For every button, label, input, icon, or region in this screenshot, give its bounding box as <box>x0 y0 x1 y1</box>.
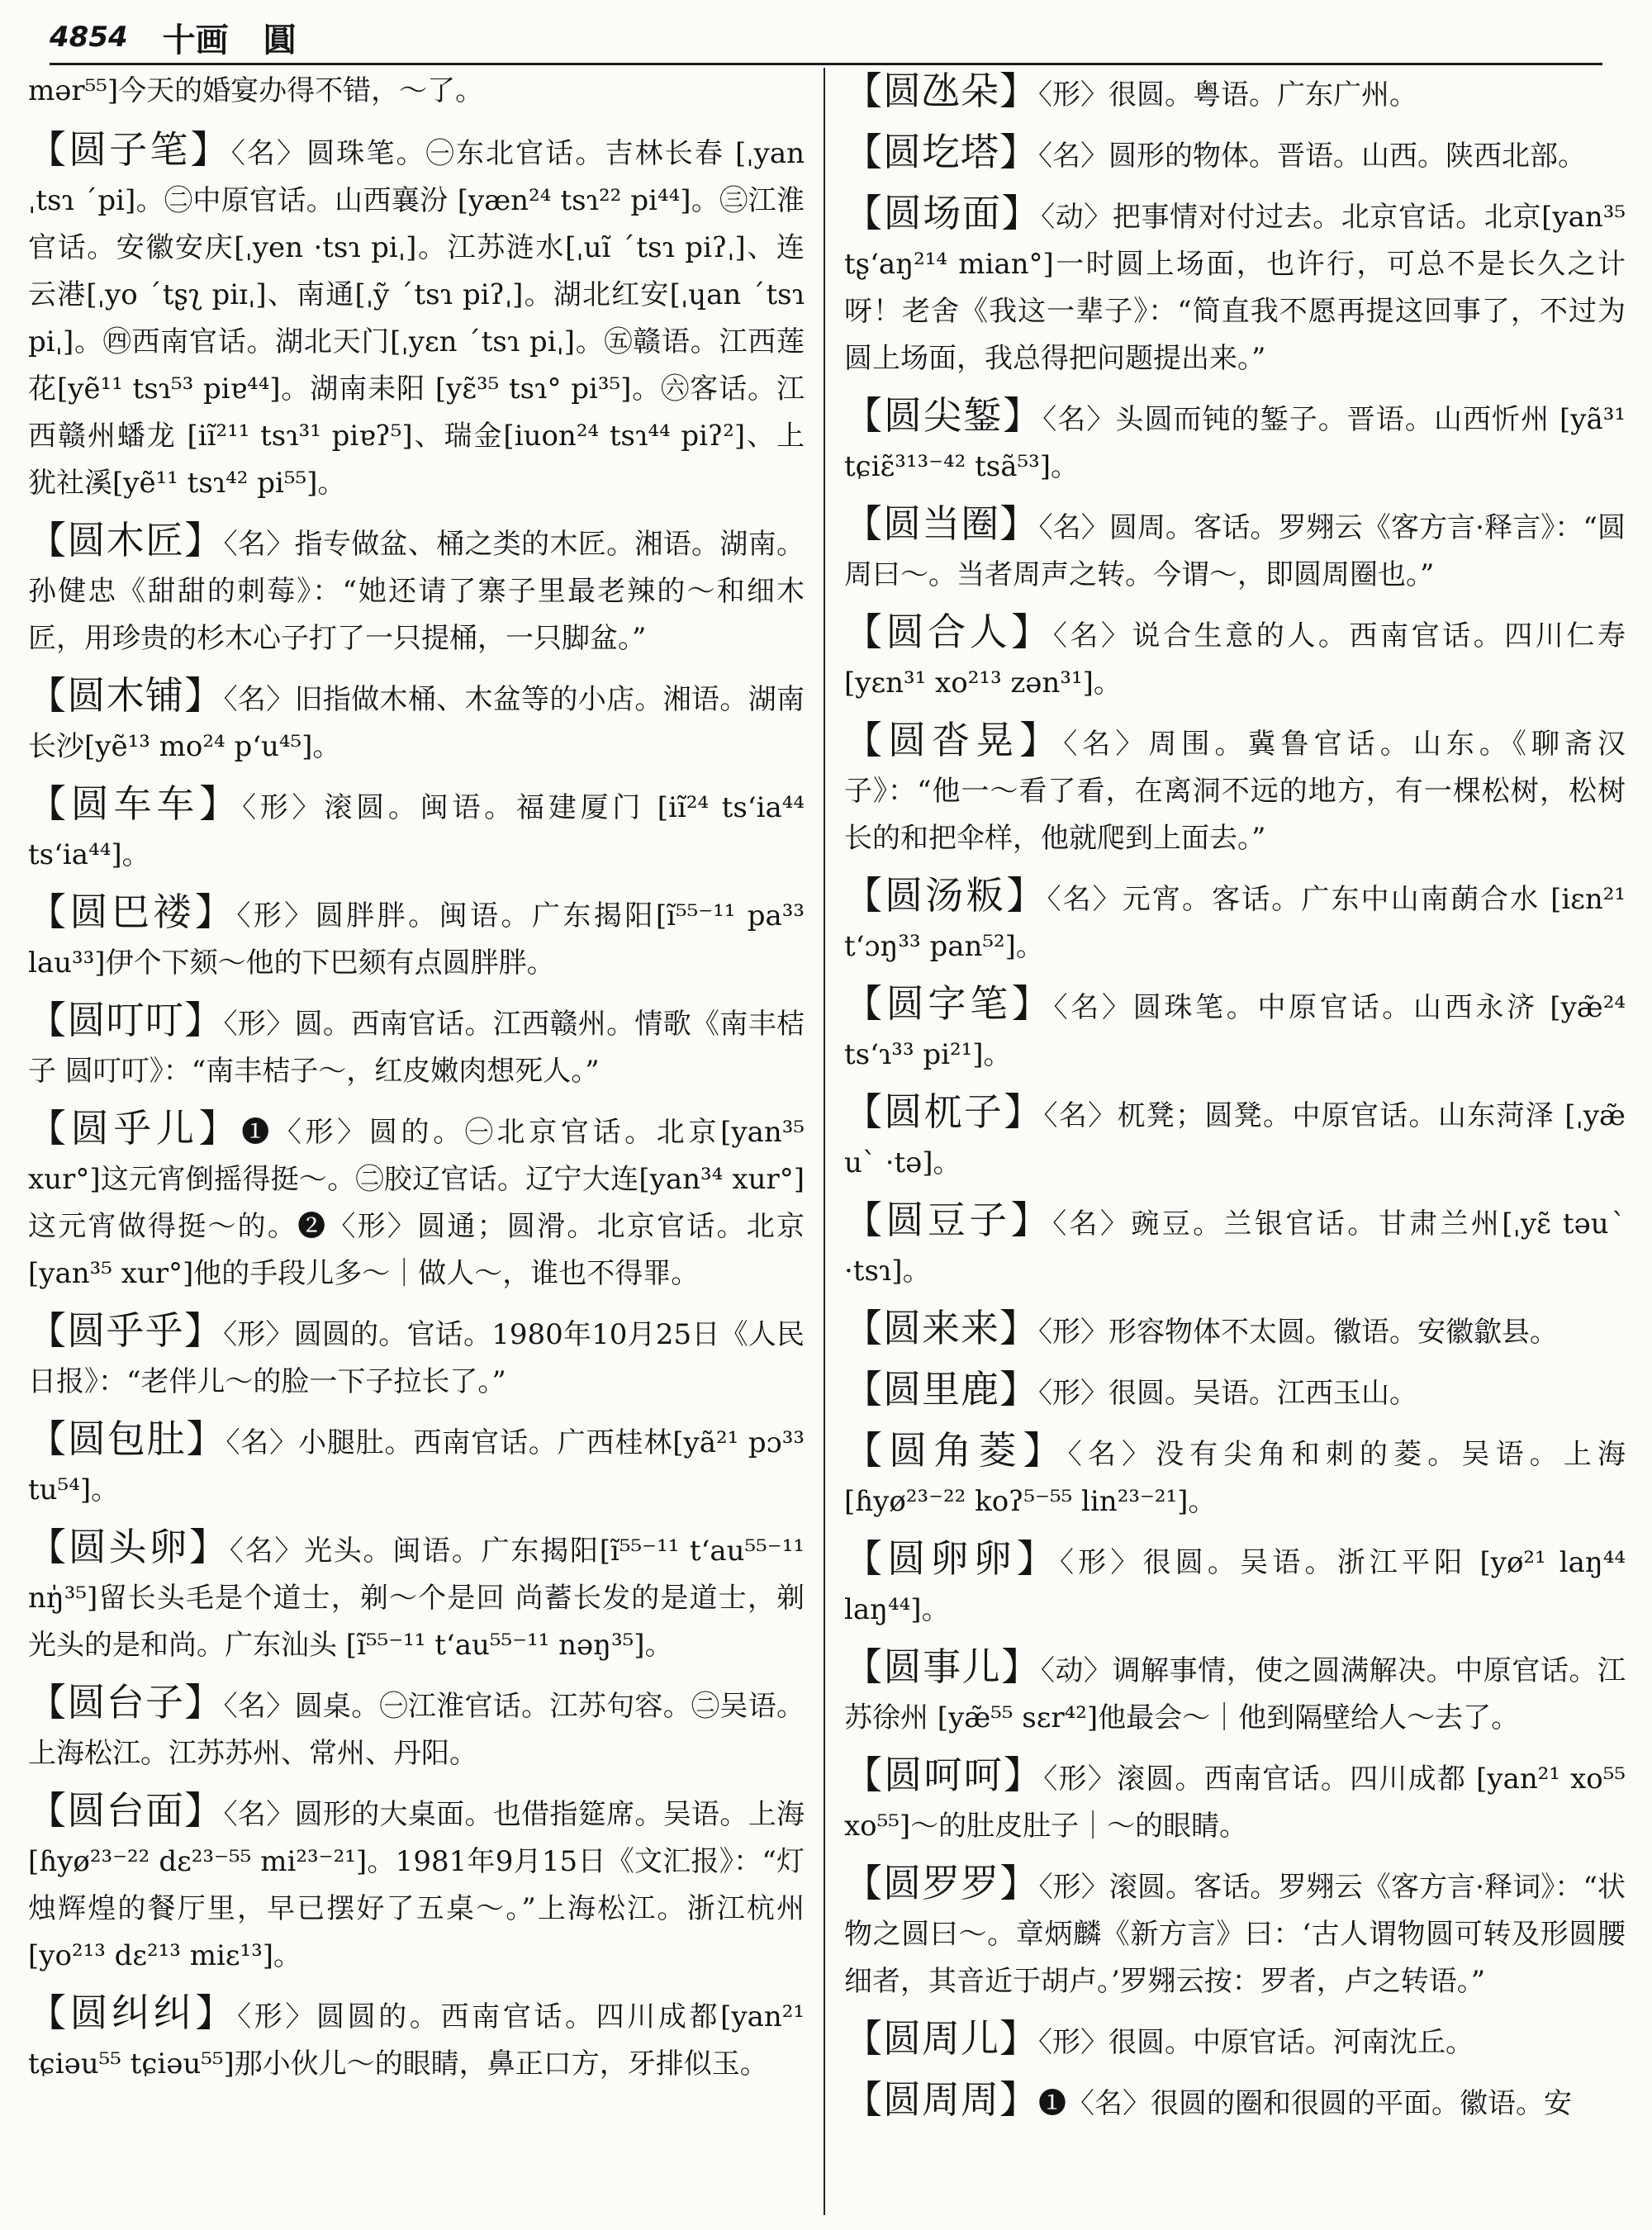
entry-headword: 【圆场面】 <box>844 191 1042 235</box>
header-character: 圓 <box>263 20 297 59</box>
entry-definition: 〈形〉圆圆的。西南官话。四川成都[yan²¹ tɕiəu⁵⁵ tɕiəu⁵⁵]那小伙儿～的眼睛，鼻正口方，牙排似玉。 <box>28 2000 805 2081</box>
entry-headword: 【圆包肚】 <box>28 1416 226 1461</box>
dictionary-entry <box>28 1990 805 2088</box>
section-label: 十画 <box>162 20 229 59</box>
entry-headword: 【圆来来】 <box>844 1306 1038 1350</box>
entry-headword: 【圆里鹿】 <box>844 1367 1038 1412</box>
dictionary-entry <box>844 980 1626 1079</box>
entry-headword: 【圆车车】 <box>28 781 242 826</box>
entry-definition: 〈名〉圆珠笔。中原官话。山西永济 [yæ̃²⁴ tsʻɿ³³ pi²¹]。 <box>844 991 1626 1071</box>
dictionary-entry <box>844 872 1626 970</box>
entry-headword: 【圆事儿】 <box>844 1644 1041 1689</box>
dictionary-entry <box>844 717 1626 862</box>
dictionary-entry <box>28 1524 805 1669</box>
entry-definition: 〈名〉豌豆。兰银官话。甘肃兰州[ˌyɛ̃ təuˋ ·tsɿ]。 <box>844 1208 1626 1288</box>
entry-definition: 〈名〉元宵。客话。广东中山南蓢合水 [iɛn²¹ tʻɔŋ³³ pan⁵²]。 <box>844 883 1626 963</box>
entry-definition: 〈动〉调解事情，使之圆满解决。中原官话。江苏徐州 [yæ̃⁵⁵ sɛr⁴²]他最会～｜他到隔壁给人～去了。 <box>844 1654 1626 1734</box>
entry-headword: 【圆罗罗】 <box>844 1861 1039 1905</box>
entry-headword: 【圆字笔】 <box>844 981 1054 1026</box>
entry-definition: ❶〈名〉很圆的圈和很圆的平面。徽语。安 <box>1038 2087 1572 2120</box>
dictionary-entry <box>28 68 805 115</box>
entry-definition: 〈名〉头圆而钝的錾子。晋语。山西忻州 [yã³¹ tɕiɛ̃³¹³⁻⁴² tsã⁵³]。 <box>844 403 1626 483</box>
entry-headword: 【圆头卵】 <box>28 1525 230 1569</box>
entry-definition: ❶〈形〉圆的。㊀北京官话。北京[yan³⁵ xur°]这元宵倒摇得挺～。㊁胶辽官话。辽宁大连[yan³⁴ xur°]这元宵做得挺～的。❷〈形〉圆通；圆滑。北京官话。北京[yan³⁵ xur°]他的手段儿多～｜做人～，谁也不得罪。 <box>28 1116 805 1290</box>
dictionary-entry <box>844 1427 1626 1525</box>
dictionary-entry <box>28 780 805 879</box>
entry-headword: 【圆豆子】 <box>844 1198 1053 1242</box>
entry-definition: 〈动〉把事情对付过去。北京官话。北京[yan³⁵ tʂʻaŋ²¹⁴ mian°]一时圆上场面，也许行，可总不是长久之计呀！老舍《我这一辈子》：“简直我不愿再提这回事了，不过为圆上场面，我总得把问题提出来。” <box>844 201 1626 375</box>
entry-definition: 〈名〉没有尖角和刺的菱。吴语。上海 [ɦyø²³⁻²² koʔ⁵⁻⁵⁵ lin²³⁻²¹]。 <box>844 1438 1626 1518</box>
entry-headword: 【圆台子】 <box>28 1680 224 1725</box>
dictionary-entry <box>844 68 1626 119</box>
entry-definition: 〈形〉很圆。中原官话。河南沈丘。 <box>1038 2026 1474 2059</box>
dictionary-entry <box>28 1307 805 1406</box>
dictionary-entry <box>844 1644 1626 1742</box>
entry-headword: 【圆巴褛】 <box>28 890 237 934</box>
entry-headword: 【圆杌子】 <box>844 1089 1044 1134</box>
entry-headword: 【圆尖錾】 <box>844 393 1043 438</box>
entry-definition: mər⁵⁵]今天的婚宴办得不错，～了。 <box>28 74 484 107</box>
dictionary-entry <box>844 1752 1626 1850</box>
column-divider <box>824 68 825 2215</box>
left-column <box>28 68 805 2207</box>
entry-headword: 【圆当圈】 <box>844 501 1039 546</box>
entry-definition: 〈形〉形容物体不太圆。徽语。安徽歙县。 <box>1038 1316 1558 1349</box>
entry-headword: 【圆乎乎】 <box>28 1308 224 1353</box>
entry-headword: 【圆周儿】 <box>844 2016 1038 2061</box>
entry-headword: 【圆周周】 <box>844 2077 1038 2122</box>
entry-definition: 〈形〉很圆。吴语。浙江平阳 [yø²¹ laŋ⁴⁴ laŋ⁴⁴]。 <box>844 1546 1626 1626</box>
dictionary-entry <box>844 1197 1626 1295</box>
entry-definition: 〈名〉圆形的物体。晋语。山西。陕西北部。 <box>1038 140 1586 173</box>
dictionary-entry <box>844 1535 1626 1634</box>
entry-definition: 〈名〉说合生意的人。西南官话。四川仁寿 [yɛn³¹ xo²¹³ zən³¹]。 <box>844 619 1626 700</box>
entry-definition: 〈形〉圆圆的。官话。1980年10月25日《人民日报》：“老伴儿～的脸一下子拉长了。” <box>28 1318 805 1398</box>
entry-headword: 【圆乎儿】 <box>28 1106 242 1151</box>
entry-definition: 〈名〉杌凳；圆凳。中原官话。山东菏泽 [ˌyæ̃ uˋ ·tə]。 <box>844 1099 1626 1179</box>
right-column <box>844 68 1626 2207</box>
entry-headword: 【圆木匠】 <box>28 518 224 562</box>
entry-definition: 〈名〉圆珠笔。㊀东北官话。吉林长春 [ˌyan ˌtsɿ ˊpi]。㊁中原官话。山西襄汾 [yæn²⁴ tsɿ²² pi⁴⁴]。㊂江淮官话。安徽安庆[ˌyen ·tsɿ piˌ]。江苏涟水[ˌuĩ ˊtsɿ piʔˌ]、连云港[ˌyo ˊtʂʅ piɪˌ]、南通[ˌỹ ˊtsɿ piʔˌ]。湖北红安[ˌɥan ˊtsɿ piˌ]。㊃西南官话。湖北天门[ˌyɛn ˊtsɿ piˌ]。㊄赣语。江西莲花[yẽ¹¹ tsɿ⁵³ piɐ⁴⁴]。湖南耒阳 [yɛ̃³⁵ tsɿ° pi³⁵]。㊅客话。江西赣州蟠龙 [iĩ²¹¹ tsɿ³¹ piɐʔ⁵]、瑞金[iuon²⁴ tsɿ⁴⁴ piʔ²]、上犹社溪[yẽ¹¹ tsɿ⁴² pi⁵⁵]。 <box>28 137 805 500</box>
entry-headword: 【圆汤粄】 <box>844 873 1047 918</box>
entry-definition: 〈名〉圆周。客话。罗翙云《客方言·释言》：“圆周曰～。当者周声之转。今谓～，即圆周圈也。” <box>844 511 1626 591</box>
dictionary-entry <box>28 672 805 771</box>
dictionary-entry <box>28 1787 805 1980</box>
entry-headword: 【圆沓晃】 <box>844 718 1064 762</box>
entry-headword: 【圆纠纠】 <box>28 1990 238 2035</box>
dictionary-entry <box>844 2015 1626 2066</box>
entry-headword: 【圆台面】 <box>28 1788 224 1833</box>
entry-definition: 〈名〉圆桌。㊀江淮官话。江苏句容。㊁吴语。上海松江。江苏苏州、常州、丹阳。 <box>28 1690 805 1770</box>
dictionary-entry <box>844 392 1626 491</box>
entry-headword: 【圆角菱】 <box>844 1428 1068 1473</box>
dictionary-entry <box>844 1366 1626 1417</box>
entry-headword: 【圆木铺】 <box>28 673 224 718</box>
entry-definition: 〈形〉圆胖胖。闽语。广东揭阳[ĩ⁵⁵⁻¹¹ pa³³ lau³³]伊个下颏～他的下巴颏有点圆胖胖。 <box>28 899 805 980</box>
dictionary-entry <box>28 517 805 662</box>
entry-headword: 【圆呵呵】 <box>844 1753 1044 1797</box>
entry-definition: 〈名〉小腿肚。西南官话。广西桂林[yã²¹ pɔ³³ tu⁵⁴]。 <box>28 1426 805 1506</box>
entry-definition: 〈形〉圆。西南官话。江西赣州。情歌《南丰桔子 圆叮叮》：“南丰桔子～，红皮嫩肉想死人。” <box>28 1008 805 1088</box>
dictionary-entry <box>844 2076 1626 2128</box>
dictionary-entry <box>844 501 1626 599</box>
dictionary-entry <box>28 889 805 987</box>
entry-headword: 【圆叮叮】 <box>28 998 224 1042</box>
entry-headword: 【圆合人】 <box>844 610 1053 654</box>
dictionary-entry <box>844 609 1626 707</box>
dictionary-entry <box>844 190 1626 382</box>
entry-definition: 〈形〉滚圆。客话。罗翙云《客方言·释词》：“状物之圆曰～。章炳麟《新方言》曰：‘古人谓物圆可转及形圆腰细者，其音近于胡卢。’罗翙云按：罗者，卢之转语。” <box>844 1871 1626 1998</box>
dictionary-entry <box>28 1416 805 1514</box>
entry-definition: 〈名〉周围。冀鲁官话。山东。《聊斋汉子》：“他一～看了看，在离洞不远的地方，有一棵松树，松树长的和把伞样，他就爬到上面去。” <box>844 728 1626 855</box>
entry-definition: 〈名〉圆形的大桌面。也借指筵席。吴语。上海[ɦyø²³⁻²² dɛ²³⁻⁵⁵ mi²³⁻²¹]。1981年9月15日《文汇报》：“灯烛辉煌的餐厅里，早已摆好了五桌～。”上海松江。浙江杭州[yo²¹³ dɛ²¹³ miɛ¹³]。 <box>28 1798 805 1972</box>
entry-headword: 【圆圪塔】 <box>844 130 1038 174</box>
entry-definition: 〈形〉滚圆。闽语。福建厦门 [iĩ²⁴ tsʻia⁴⁴ tsʻia⁴⁴]。 <box>28 791 805 871</box>
dictionary-entry <box>28 1105 805 1298</box>
entry-headword: 【圆子笔】 <box>28 127 231 172</box>
dictionary-entry <box>844 1305 1626 1356</box>
entry-definition: 〈形〉很圆。吴语。江西玉山。 <box>1038 1377 1417 1410</box>
entry-definition: 〈形〉滚圆。西南官话。四川成都 [yan²¹ xo⁵⁵ xo⁵⁵]～的肚皮肚子｜～的眼睛。 <box>844 1763 1626 1843</box>
dictionary-entry <box>844 1860 1626 2005</box>
dictionary-entry <box>28 997 805 1095</box>
entry-definition: 〈名〉指专做盆、桶之类的木匠。湘语。湖南。孙健忠《甜甜的刺莓》：“她还请了寨子里最老辣的～和细木匠，用珍贵的杉木心子打了一只提桶，一只脚盆。” <box>28 528 805 655</box>
entry-headword: 【圆卵卵】 <box>844 1536 1060 1581</box>
dictionary-entry <box>28 126 805 507</box>
entry-headword: 【圆氹朵】 <box>844 69 1038 113</box>
page-header <box>50 12 1602 65</box>
entry-definition: 〈名〉光头。闽语。广东揭阳[ĩ⁵⁵⁻¹¹ tʻau⁵⁵⁻¹¹ nŋ̍³⁵]留长头毛是个道士，剃～个是回 尚蓄长发的是道士，剃光头的是和尚。广东汕头 [ĩ⁵⁵⁻¹¹ tʻau⁵⁵⁻¹¹ nəŋ³⁵]。 <box>28 1535 805 1662</box>
entry-definition: 〈形〉很圆。粤语。广东广州。 <box>1038 78 1417 112</box>
dictionary-entry <box>844 1089 1626 1187</box>
entry-definition: 〈名〉旧指做木桶、木盆等的小店。湘语。湖南长沙[yẽ¹³ mo²⁴ pʻu⁴⁵]。 <box>28 683 805 763</box>
page-number: 4854 <box>50 21 128 54</box>
dictionary-entry <box>844 129 1626 180</box>
dictionary-entry <box>28 1679 805 1777</box>
